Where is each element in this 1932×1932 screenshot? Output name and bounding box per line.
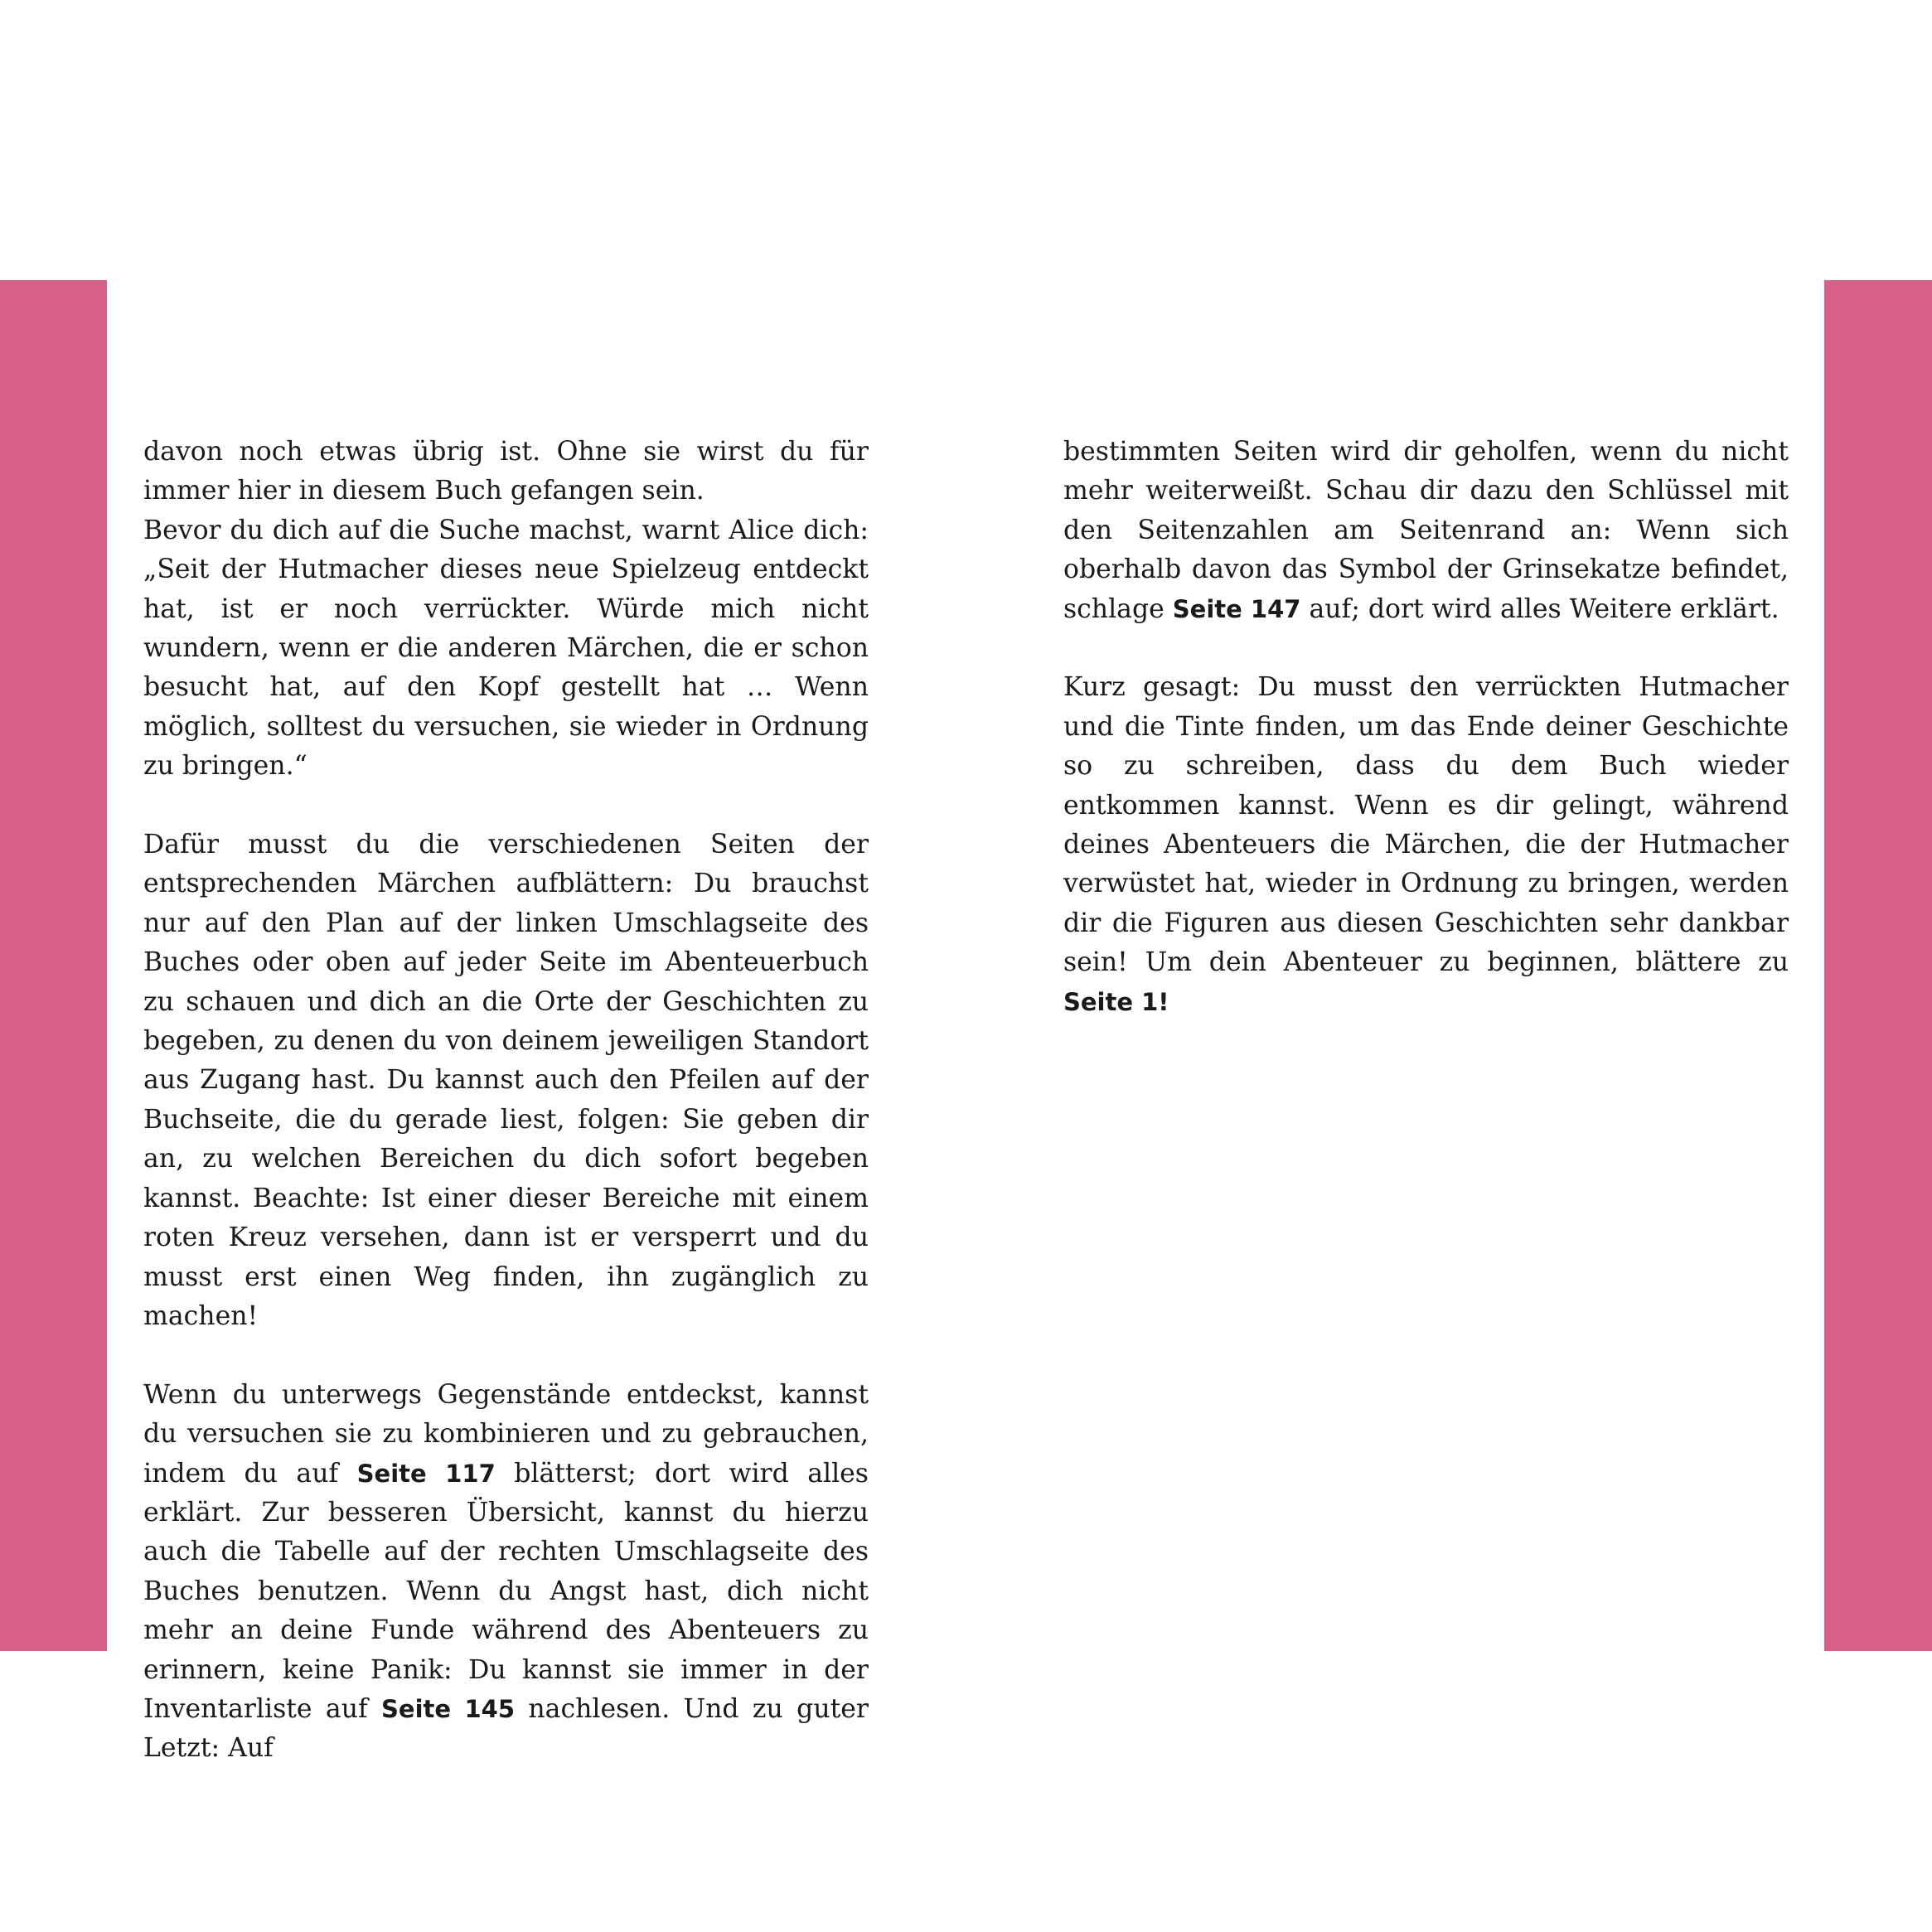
paragraph-navigation-rules: Dafür musst du die verschiedenen Seiten der entsprechenden Märchen aufblättern: Du brauchst nur auf den Plan auf der linken Umschlagseite des Buches oder oben auf jeder Seite im Abenteuerbuch zu schauen und dich an die Orte der Geschichten zu begeben, zu denen du von deinem jeweiligen Standort aus Zugang hast. Du kannst auch den Pfeilen auf der Buchseite, die du gerade liest, folgen: Sie geben dir an, zu welchen Bereichen du dich sofort begeben kannst. Beachte: Ist einer dieser Bereiche mit einem roten Kreuz versehen, dann ist er versperrt und du musst erst einen Weg finden, ihn zugänglich zu machen! <box>143 830 869 1331</box>
book-spread <box>0 280 1932 1764</box>
page-reference-bold: Seite 145 <box>381 1694 516 1723</box>
text-run: bestimmten Seiten wird dir geholfen, wenn du nicht mehr weiterweißt. Schau dir dazu den Schlüssel mit den Seitenzahlen am Seitenrand an: Wenn sich oberhalb davon das Symbol der Grinsekatze befindet, schlage <box>1063 437 1789 624</box>
text-run: auf; dort wird alles Weitere erklärt. <box>1300 593 1779 624</box>
text-run: nachlesen. Und zu guter Letzt: Auf <box>143 1693 869 1764</box>
paragraph-help-pages <box>1063 433 1789 629</box>
paragraph-summary <box>1063 668 1789 1022</box>
paragraph-items-inventory <box>143 1376 869 1769</box>
right-page-text-column <box>1063 433 1789 1022</box>
text-run: Kurz gesagt: Du musst den verrückten Hutmacher und die Tinte finden, um das Ende deiner Geschichte so zu schreiben, dass du dem Buch wieder entkommen kannst. Wenn es dir gelingt, während deines Abenteuers die Märchen, die der Hutmacher verwüstet hat, wieder in Ordnung zu bringen, werden dir die Figuren aus diesen Geschichten sehr dankbar sein! Um dein Abenteuer zu beginnen, blättere zu <box>1063 672 1789 978</box>
page-reference-bold: Seite 1! <box>1063 987 1169 1016</box>
paragraph-continuation: davon noch etwas übrig ist. Ohne sie wirst du für immer hier in diesem Buch gefangen sein. <box>143 437 869 506</box>
right-page-edge-band <box>1824 280 1932 1651</box>
page-reference-bold: Seite 117 <box>356 1459 496 1488</box>
text-run: Wenn du unterwegs Gegenstände entdeckst, kannst du versuchen sie zu kombinieren und zu gebrauchen, indem du auf <box>143 1379 869 1489</box>
text-run: blätterst; dort wird alles erklärt. Zur besseren Übersicht, kannst du hierzu auch die Tabelle auf der rechten Umschlagseite des Buches benutzen. Wenn du Angst hast, dich nicht mehr an deine Funde während des Abenteuers zu erinnern, keine Panik: Du kannst sie immer in der Inventarliste auf <box>143 1458 869 1724</box>
left-page-text-column <box>143 433 869 1769</box>
page-reference-bold: Seite 147 <box>1172 594 1301 623</box>
left-page-edge-band <box>0 280 107 1651</box>
paragraph-alice-warning: Bevor du dich auf die Suche machst, warnt Alice dich: „Seit der Hutmacher dieses neue Spielzeug entdeckt hat, ist er noch verrückter. Würde mich nicht wundern, wenn er die anderen Märchen, die er schon besucht hat, auf den Kopf gestellt hat … Wenn möglich, solltest du versuchen, sie wieder in Ordnung zu bringen.“ <box>143 515 869 782</box>
